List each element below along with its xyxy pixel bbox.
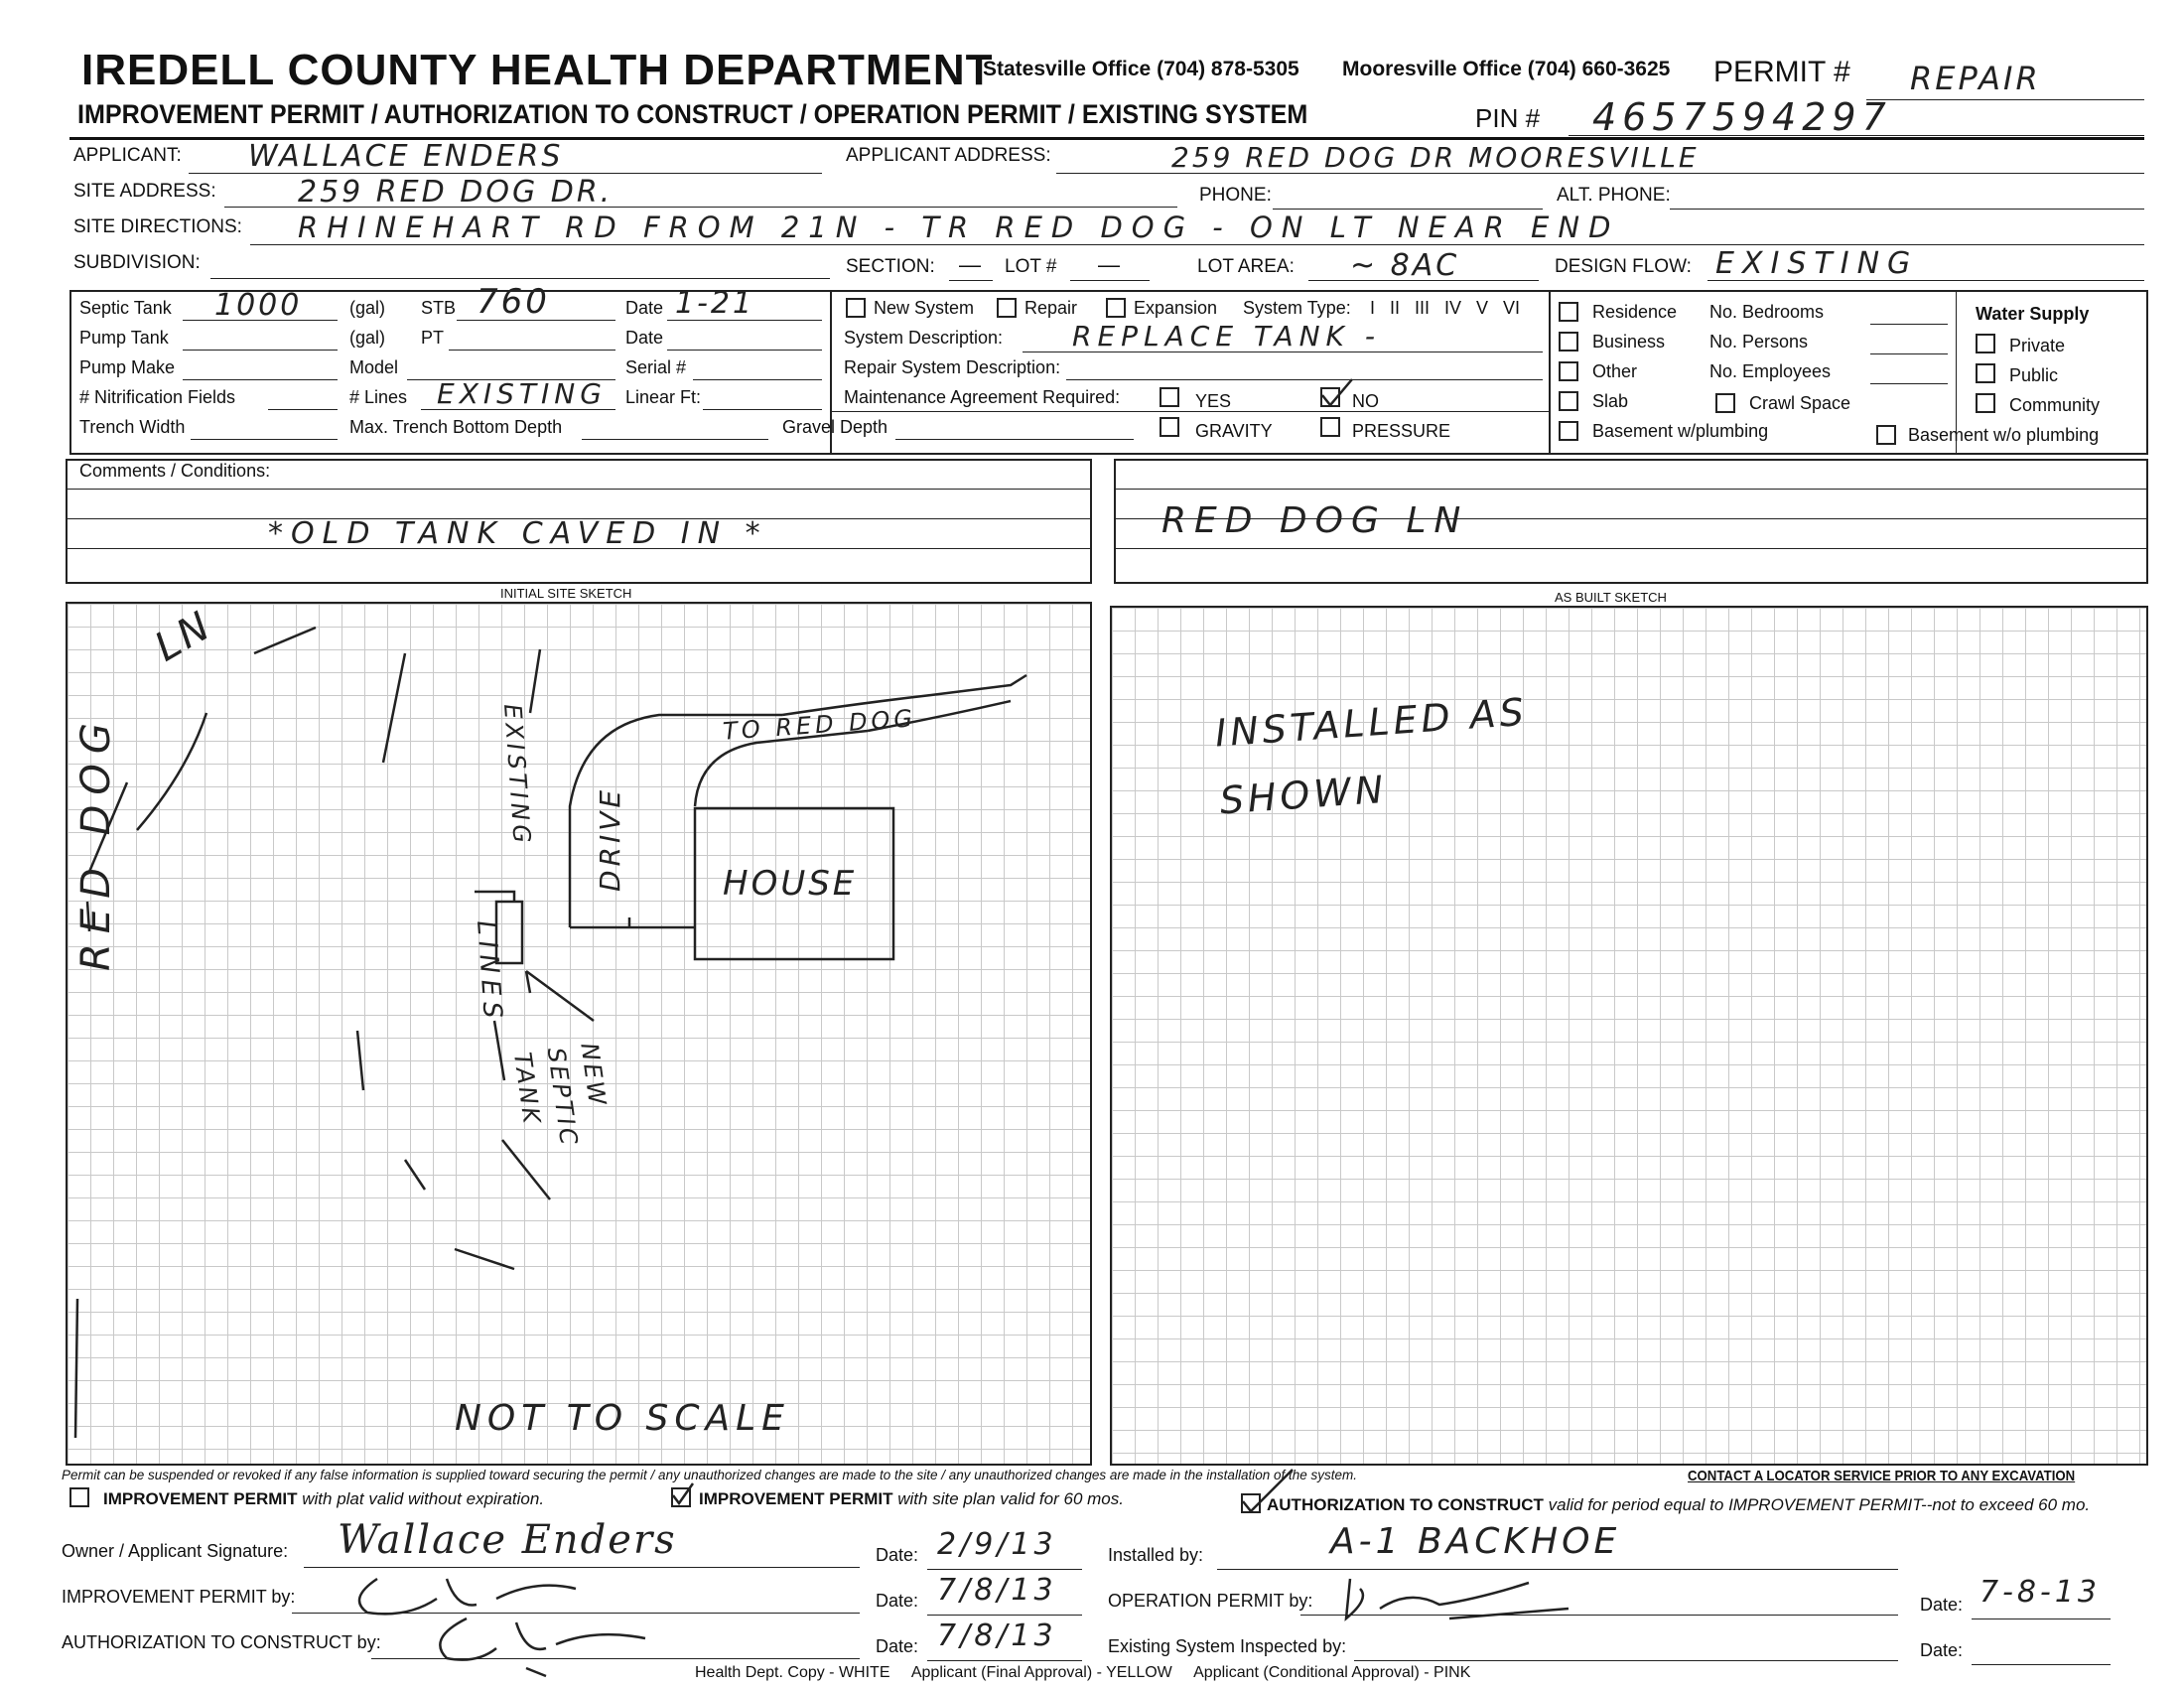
mooresville-office: Mooresville Office (704) 660-3625	[1342, 58, 1671, 80]
maintenance-yes-label: YES	[1195, 391, 1232, 411]
asbuilt-sketch-label: AS BUILT SKETCH	[1555, 590, 1667, 605]
improvement-site-bold: IMPROVEMENT PERMIT	[699, 1489, 893, 1508]
statesville-office: Statesville Office (704) 878-5305	[983, 58, 1299, 80]
lines-sketch-label: LINES	[471, 919, 508, 1026]
stb-label: STB	[421, 298, 457, 318]
slab-label: Slab	[1592, 391, 1629, 411]
improvement-plat-rest: with plat valid without expiration.	[302, 1489, 545, 1508]
authorization-by-label: AUTHORIZATION TO CONSTRUCT by:	[62, 1632, 381, 1652]
basement-plumbing-checkbox[interactable]	[1559, 421, 1578, 441]
subdivision-label: SUBDIVISION:	[73, 252, 201, 273]
operation-date: 7-8-13	[1979, 1575, 2101, 1610]
operation-permit-signature-icon	[1330, 1569, 1588, 1628]
owner-signature: Wallace Enders	[338, 1517, 677, 1563]
other-label: Other	[1592, 361, 1638, 381]
private-water-label: Private	[2009, 336, 2066, 355]
model-label: Model	[349, 357, 399, 377]
private-water-checkbox[interactable]	[1976, 334, 1995, 353]
pressure-checkbox[interactable]	[1320, 417, 1340, 437]
disclaimer-text: Permit can be suspended or revoked if any false information is supplied toward securing the permit / any unauthorized changes are made to the site / any unauthorized changes are made in the installation of the system.	[62, 1468, 1357, 1482]
basement-no-plumbing-label: Basement w/o plumbing	[1908, 425, 2100, 445]
pin-value: 4657594297	[1592, 95, 1892, 139]
existing-date-label: Date:	[1920, 1640, 1964, 1660]
section-value: —	[959, 252, 981, 277]
applicant-label: APPLICANT:	[73, 145, 182, 166]
improvement-date: 7/8/13	[937, 1573, 1057, 1608]
house-label: HOUSE	[723, 864, 858, 904]
applicant-value: WALLACE ENDERS	[248, 139, 564, 174]
section-label: SECTION:	[846, 256, 935, 277]
site-directions-label: SITE DIRECTIONS:	[73, 216, 242, 237]
alt-phone-label: ALT. PHONE:	[1557, 185, 1671, 206]
authorization-rest: valid for period equal to IMPROVEMENT PERMIT--not to exceed 60 mo.	[1548, 1495, 2091, 1514]
new-septic-tank-label: NEW SEPTIC TANK	[507, 1041, 613, 1150]
tank-date-label: Date	[625, 298, 664, 318]
maintenance-label: Maintenance Agreement Required:	[844, 387, 1121, 407]
site-directions-value: RHINEHART RD FROM 21N - TR RED DOG - ON LT NEAR END	[298, 211, 1620, 244]
ln-label: LN	[147, 602, 220, 671]
lines-value: EXISTING	[437, 377, 607, 410]
repair-label: Repair	[1024, 298, 1078, 318]
pressure-label: PRESSURE	[1352, 421, 1451, 441]
septic-gal-label: (gal)	[349, 298, 386, 318]
septic-tank-value: 1000	[214, 288, 303, 323]
linear-ft-label: Linear Ft:	[625, 387, 702, 407]
business-checkbox[interactable]	[1559, 332, 1578, 352]
repair-description-label: Repair System Description:	[844, 357, 1061, 377]
as-built-sketch	[1110, 606, 2148, 1466]
applicant-address-value: 259 RED DOG DR MOORESVILLE	[1171, 141, 1700, 174]
red-dog-road-label: RED DOG	[73, 713, 119, 971]
gravel-depth-label: Gravel Depth	[782, 417, 888, 437]
improvement-permit-by-label: IMPROVEMENT PERMIT by:	[62, 1587, 296, 1607]
comments-right-value: RED DOG LN	[1161, 500, 1469, 541]
bedrooms-label: No. Bedrooms	[1709, 302, 1825, 322]
improvement-plat-bold: IMPROVEMENT PERMIT	[103, 1489, 298, 1508]
lot-area-label: LOT AREA:	[1197, 256, 1295, 277]
expansion-label: Expansion	[1134, 298, 1218, 318]
installed-as-shown-label: INSTALLED AS SHOWN	[1213, 689, 1530, 823]
permit-value: REPAIR	[1910, 60, 2041, 97]
residence-label: Residence	[1592, 302, 1678, 322]
permit-label: PERMIT #	[1713, 56, 1850, 88]
authorization-date: 7/8/13	[937, 1619, 1057, 1653]
gravity-checkbox[interactable]	[1160, 417, 1179, 437]
pump-make-label: Pump Make	[79, 357, 176, 377]
trench-width-label: Trench Width	[79, 417, 186, 437]
owner-date: 2/9/13	[937, 1527, 1057, 1562]
site-address-value: 259 RED DOG DR.	[298, 175, 614, 210]
septic-tank-label: Septic Tank	[79, 298, 172, 318]
community-water-label: Community	[2009, 395, 2101, 415]
public-water-checkbox[interactable]	[1976, 363, 1995, 383]
lot-label: LOT #	[1005, 256, 1057, 277]
to-red-dog-label: TO RED DOG	[722, 704, 917, 746]
pump-gal-label: (gal)	[349, 328, 386, 348]
repair-checkbox[interactable]	[997, 298, 1017, 318]
community-water-checkbox[interactable]	[1976, 393, 1995, 413]
authorization-bold: AUTHORIZATION TO CONSTRUCT	[1267, 1495, 1544, 1514]
page-subtitle: IMPROVEMENT PERMIT / AUTHORIZATION TO CONSTRUCT / OPERATION PERMIT / EXISTING SYSTEM	[77, 99, 1308, 129]
basement-plumbing-label: Basement w/plumbing	[1592, 421, 1769, 441]
initial-site-sketch	[66, 602, 1092, 1466]
existing-inspected-label: Existing System Inspected by:	[1108, 1636, 1347, 1656]
persons-label: No. Persons	[1709, 332, 1809, 352]
stb-value: 760	[477, 282, 550, 322]
system-type-label: System Type:	[1243, 298, 1351, 318]
site-address-label: SITE ADDRESS:	[73, 181, 216, 202]
design-flow-value: EXISTING	[1715, 246, 1919, 281]
comments-left-value: *OLD TANK CAVED IN *	[268, 516, 768, 551]
page-title: IREDELL COUNTY HEALTH DEPARTMENT	[81, 46, 994, 94]
business-label: Business	[1592, 332, 1666, 352]
system-description-value: REPLACE TANK -	[1072, 320, 1381, 352]
initial-sketch-label: INITIAL SITE SKETCH	[500, 586, 632, 601]
new-system-checkbox[interactable]	[846, 298, 866, 318]
water-supply-title: Water Supply	[1976, 304, 2090, 324]
check-mark-icon	[1316, 377, 1356, 409]
lot-area-value: ~ 8AC	[1350, 248, 1460, 283]
owner-date-label: Date:	[876, 1545, 919, 1565]
crawl-space-label: Crawl Space	[1749, 393, 1851, 413]
system-description-label: System Description:	[844, 328, 1004, 348]
authorization-signature-icon	[427, 1609, 655, 1678]
comments-label: Comments / Conditions:	[79, 461, 271, 481]
copy-distribution: Health Dept. Copy - WHITE Applicant (Final Approval) - YELLOW Applicant (Conditional Approval) - PINK	[695, 1664, 1471, 1681]
installed-by-value: A-1 BACKHOE	[1330, 1521, 1621, 1562]
basement-no-plumbing-checkbox[interactable]	[1876, 425, 1896, 445]
serial-label: Serial #	[625, 357, 687, 377]
residence-checkbox[interactable]	[1559, 302, 1578, 322]
phone-label: PHONE:	[1199, 185, 1272, 206]
owner-signature-label: Owner / Applicant Signature:	[62, 1541, 289, 1561]
lot-value: —	[1098, 252, 1120, 277]
other-checkbox[interactable]	[1559, 361, 1578, 381]
expansion-checkbox[interactable]	[1106, 298, 1126, 318]
authorization-date-label: Date:	[876, 1636, 919, 1656]
design-flow-label: DESIGN FLOW:	[1555, 256, 1692, 277]
crawl-space-checkbox[interactable]	[1715, 393, 1735, 413]
new-system-label: New System	[874, 298, 975, 318]
gravity-label: GRAVITY	[1195, 421, 1273, 441]
operation-date-label: Date:	[1920, 1595, 1964, 1615]
not-to-scale-label: NOT TO SCALE	[455, 1398, 790, 1439]
locator-notice: CONTACT A LOCATOR SERVICE PRIOR TO ANY EXCAVATION	[1688, 1468, 2076, 1484]
public-water-label: Public	[2009, 365, 2059, 385]
slab-checkbox[interactable]	[1559, 391, 1578, 411]
existing-label: EXISTING	[498, 703, 537, 848]
nitrification-label: # Nitrification Fields	[79, 387, 236, 407]
employees-label: No. Employees	[1709, 361, 1832, 381]
improvement-plat-checkbox[interactable]	[69, 1487, 89, 1507]
pump-date-label: Date	[625, 328, 664, 348]
pump-tank-label: Pump Tank	[79, 328, 169, 348]
site-sketch-drawing	[68, 604, 1090, 1464]
maintenance-yes-checkbox[interactable]	[1160, 387, 1179, 407]
applicant-address-label: APPLICANT ADDRESS:	[846, 145, 1051, 166]
lines-label: # Lines	[349, 387, 408, 407]
improvement-date-label: Date:	[876, 1591, 919, 1611]
check-mark-icon	[667, 1479, 697, 1509]
operation-permit-by-label: OPERATION PERMIT by:	[1108, 1591, 1313, 1611]
drive-label: DRIVE	[594, 785, 626, 892]
improvement-site-rest: with site plan valid for 60 mos.	[897, 1489, 1124, 1508]
pt-label: PT	[421, 328, 445, 348]
maintenance-no-label: NO	[1352, 391, 1379, 411]
system-type-options: I II III IV V VI	[1370, 298, 1521, 318]
pin-label: PIN #	[1475, 103, 1541, 133]
max-trench-label: Max. Trench Bottom Depth	[349, 417, 563, 437]
installed-by-label: Installed by:	[1108, 1545, 1204, 1565]
tank-date-value: 1-21	[675, 286, 755, 321]
